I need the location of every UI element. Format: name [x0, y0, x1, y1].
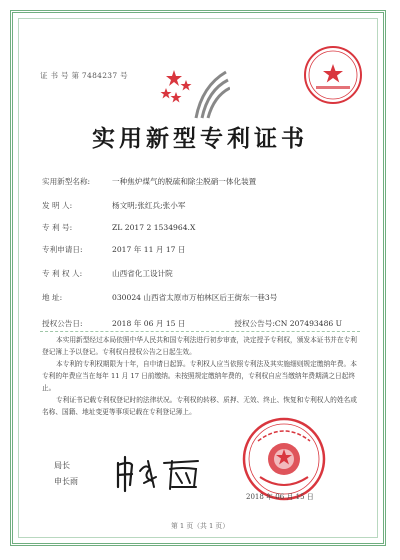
grant-date-label: 授权公告日:: [42, 319, 83, 328]
patent-number-row: [42, 222, 195, 233]
address-row: [42, 292, 277, 303]
divider: [40, 331, 360, 332]
official-red-seal: [240, 415, 328, 503]
paragraph-3: 专利证书记载专利权登记时的法律状况。专利权的转移、质押、无效、终止、恢复和专利权人的姓名或名称、国籍、地址变更等事项记载在专利登记簿上。: [42, 396, 357, 417]
address-label: 地 址:: [42, 293, 63, 302]
inventor-value: 杨文明;张红兵;张小军: [112, 201, 186, 210]
inventor-row: [42, 200, 185, 211]
application-date-row: [42, 244, 186, 255]
director-signature: [112, 453, 208, 493]
inventor-label: 发 明 人:: [42, 201, 73, 210]
director-title: 局长: [54, 461, 70, 470]
patent-number-value: ZL 2017 2 1534964.X: [112, 223, 196, 232]
paragraph-2: 本专利的专利权期限为十年，自申请日起算。专利权人应当依照专利法及其实施细则规定缴纳年费。本专利的年费应当在每年 11 月 17 日前缴纳。未按照规定缴纳年费的，专利权自应当缴纳年费期满之日起终止。: [42, 360, 357, 393]
director-name: 申长雨: [54, 477, 78, 486]
application-date-label: 专利申请日:: [42, 245, 83, 254]
certificate-number: 证 书 号 第 7484237 号: [40, 71, 128, 80]
seal-date: 2018 年 06 月 15 日: [246, 493, 314, 501]
address-value: 030024 山西省太原市万柏林区后王街东一巷3号: [112, 293, 278, 302]
patentee-label: 专 利 权 人:: [42, 269, 83, 278]
utility-model-name-label: 实用新型名称:: [42, 177, 91, 186]
utility-model-name-value: 一种焦炉煤气的脱硫和除尘脱硝一体化装置: [112, 177, 257, 186]
page-footer: 第 1 页（共 1 页）: [170, 522, 230, 530]
patent-office-emblem-icon: [160, 66, 230, 122]
grant-number-label: 授权公告号:: [234, 319, 275, 328]
patentee-value: 山西省化工设计院: [112, 269, 173, 278]
paragraph-1: 本实用新型经过本局依照中华人民共和国专利法进行初步审查，决定授予专利权，颁发本证书并在专利登记簿上予以登记。专利权自授权公告之日起生效。: [42, 336, 357, 357]
grant-row: [42, 318, 342, 329]
certificate-title: 实用新型专利证书: [92, 125, 308, 152]
grant-number-value: CN 207493486 U: [274, 319, 343, 328]
patent-number-label: 专 利 号:: [42, 223, 73, 232]
top-right-red-seal: [302, 44, 364, 106]
patentee-row: [42, 268, 173, 279]
grant-date-value: 2018 年 06 月 15 日: [112, 319, 186, 328]
utility-model-name-row: [42, 176, 256, 187]
application-date-value: 2017 年 11 月 17 日: [112, 245, 186, 254]
